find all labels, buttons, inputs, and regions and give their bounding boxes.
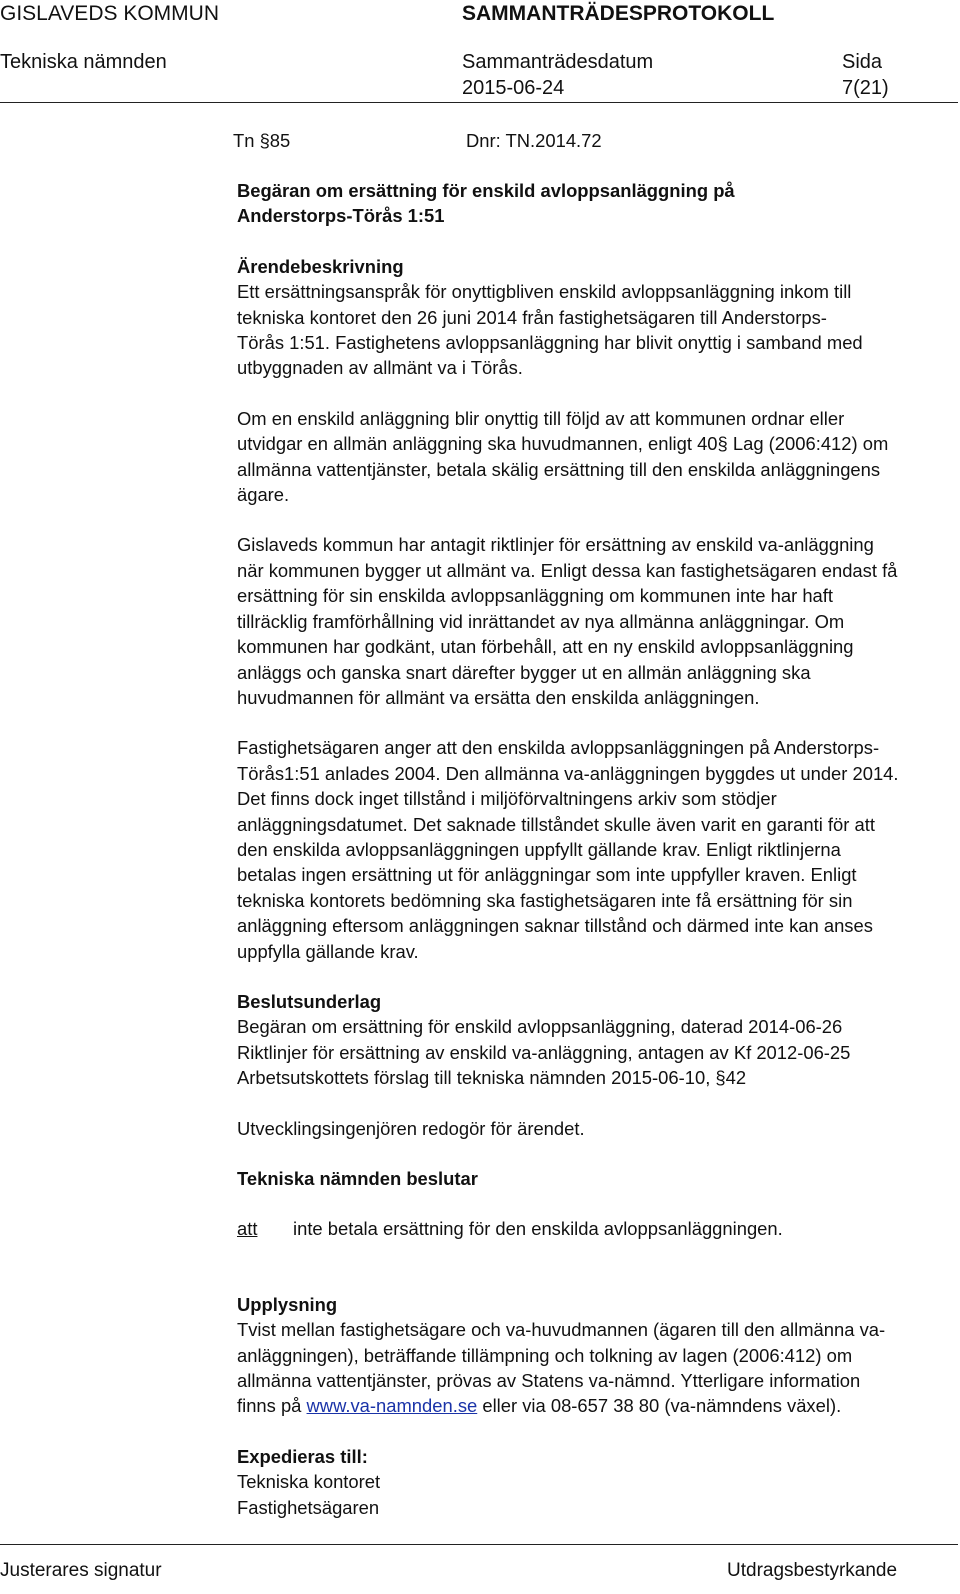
va-namnden-link[interactable]: www.va-namnden.se (306, 1395, 478, 1417)
paragraph-line: tekniska kontorets bedömning ska fastighetsägaren inte få ersättning för sin (237, 889, 853, 911)
section-heading-arende: Ärendebeskrivning (237, 255, 404, 277)
paragraph-line: uppfylla gällande krav. (237, 940, 419, 962)
paragraph-line: utvidgar en allmän anläggning ska huvudmannen, enligt 40§ Lag (2006:412) om (237, 433, 889, 455)
meeting-date-label: Sammanträdesdatum (462, 51, 654, 73)
paragraph-line: kommunen har godkänt, utan förbehåll, att en ny enskild avloppsanläggning (237, 636, 854, 658)
decision-att-label: att (237, 1218, 258, 1240)
paragraph-line: när kommunen bygger ut allmänt va. Enligt dessa kan fastighetsägaren endast få (237, 559, 898, 581)
paragraph-line: allmänna vattentjänster, betala skälig ersättning till den enskilda anläggningens (237, 458, 881, 480)
section-heading-beslutsunderlag: Beslutsunderlag (237, 990, 382, 1012)
page-number: 7(21) (842, 77, 889, 99)
section-heading-beslut: Tekniska nämnden beslutar (237, 1168, 478, 1189)
case-diary-number: Dnr: TN.2014.72 (466, 130, 602, 151)
paragraph-line: anläggningsdatumet. Det saknade tillståndet skulle även varit en garanti för att (237, 813, 875, 835)
paragraph-line: Det finns dock inget tillstånd i miljöförvaltningens arkiv som stödjer (237, 788, 777, 810)
basis-document-line: Begäran om ersättning för enskild avloppsanläggning, daterad 2014-06-26 (237, 1016, 843, 1038)
paragraph-line: ägare. (237, 484, 290, 506)
recipient-item: Tekniska kontoret (237, 1471, 381, 1493)
paragraph-line: utbyggnaden av allmänt va i Törås. (237, 357, 523, 379)
paragraph-line: Gislaveds kommun har antagit riktlinjer för ersättning av enskild va-anläggning (237, 534, 874, 556)
case-title-line-1: Begäran om ersättning för enskild avloppsanläggning på (237, 180, 735, 201)
paragraph-line: huvudmannen för allmänt va ersätta den enskilda anläggningen. (237, 686, 760, 708)
adjuster-signature-label: Justerares signatur (0, 1560, 162, 1581)
paragraph-line: ersättning för sin enskilda avloppsanläggning om kommunen inte har haft (237, 585, 834, 607)
section-heading-expedieras: Expedieras till: (237, 1445, 368, 1467)
decision-row (237, 1216, 947, 1241)
info-prefix: finns på (237, 1395, 307, 1417)
paragraph-line: allmänna vattentjänster, prövas av Statens va-nämnd. Ytterligare information (237, 1370, 861, 1392)
paragraph-line: betalas ingen ersättning ut för anläggningar som inte uppfyller kraven. Enligt (237, 864, 857, 886)
header-rule (0, 102, 958, 103)
case-paragraph-number: Tn §85 (233, 130, 291, 151)
paragraph-line: Ett ersättningsanspråk för onyttigbliven enskild avloppsanläggning inkom till (237, 281, 852, 303)
basis-document-line: Riktlinjer för ersättning av enskild va-anläggning, antagen av Kf 2012-06-25 (237, 1041, 851, 1063)
paragraph-line: anläggningen), beträffande tillämpning och tolkning av lagen (2006:412) om (237, 1344, 853, 1366)
meeting-date-value: 2015-06-24 (462, 77, 565, 99)
decision-text: inte betala ersättning för den enskilda avloppsanläggningen. (293, 1218, 783, 1240)
document-body (237, 178, 947, 1520)
paragraph-line (237, 1393, 947, 1418)
presentation-note: Utvecklingsingenjören redogör för ärendet. (237, 1117, 585, 1139)
paragraph-line: Törås1:51 anlades 2004. Den allmänna va-anläggningen byggdes ut under 2014. (237, 762, 899, 784)
info-suffix: eller via 08-657 38 80 (va-nämndens växel). (477, 1395, 842, 1417)
page-label: Sida (842, 51, 883, 73)
committee-name: Tekniska nämnden (0, 51, 167, 73)
paragraph-line: Om en enskild anläggning blir onyttig till följd av att kommunen ordnar eller (237, 407, 845, 429)
paragraph-line: tekniska kontoret den 26 juni 2014 från fastighetsägaren till Anderstorps- (237, 306, 827, 328)
basis-document-line: Arbetsutskottets förslag till tekniska nämnden 2015-06-10, §42 (237, 1067, 747, 1089)
paragraph-line: anläggs och ganska snart därefter bygger ut en allmän anläggning ska (237, 661, 811, 683)
case-title-line-2: Anderstorps-Törås 1:51 (237, 205, 445, 227)
recipient-item: Fastighetsägaren (237, 1496, 380, 1518)
footer-rule (0, 1544, 958, 1545)
extract-certification-label: Utdragsbestyrkande (727, 1560, 898, 1581)
municipality-name: GISLAVEDS KOMMUN (0, 2, 219, 25)
section-heading-upplysning: Upplysning (237, 1293, 338, 1315)
paragraph-line: Tvist mellan fastighetsägare och va-huvudmannen (ägaren till den allmänna va- (237, 1319, 886, 1341)
paragraph-line: den enskilda avloppsanläggningen uppfyllt gällande krav. Enligt riktlinjerna (237, 838, 841, 860)
paragraph-line: Törås 1:51. Fastighetens avloppsanläggning har blivit onyttig i samband med (237, 332, 863, 354)
paragraph-line: Fastighetsägaren anger att den enskilda avloppsanläggningen på Anderstorps- (237, 737, 880, 759)
paragraph-line: tillräcklig framförhållning vid inrättandet av nya allmänna anläggningar. Om (237, 610, 845, 632)
paragraph-line: anläggning eftersom anläggningen saknar tillstånd och därmed inte kan anses (237, 915, 873, 937)
document-type: SAMMANTRÄDESPROTOKOLL (462, 2, 775, 25)
